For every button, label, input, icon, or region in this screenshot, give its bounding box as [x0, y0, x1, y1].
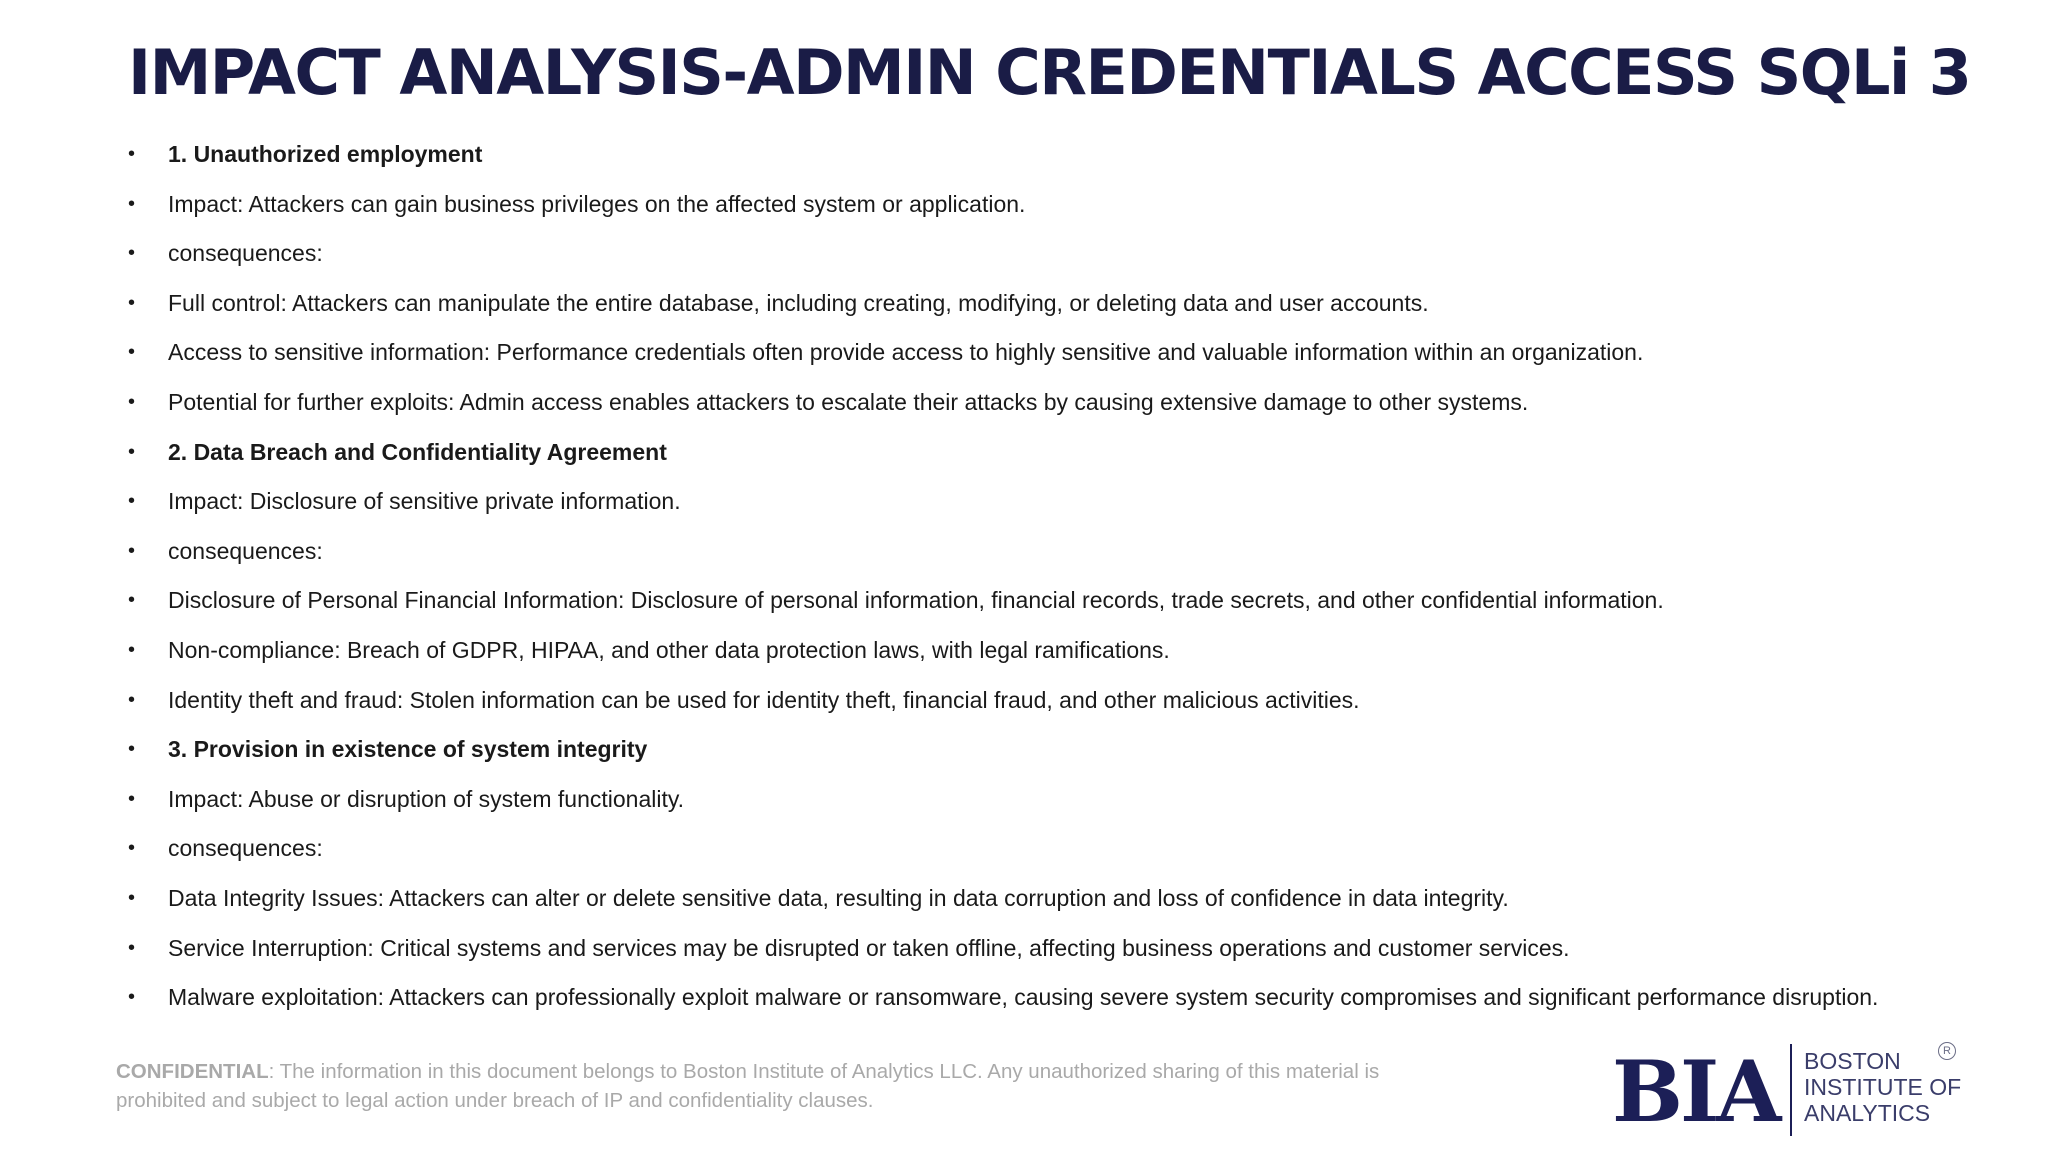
logo-line-institute: INSTITUTE OF [1804, 1074, 1962, 1100]
bullet-dot-icon: • [128, 291, 136, 314]
section-heading-bullet [128, 432, 1878, 482]
logo-line-analytics: ANALYTICS [1804, 1100, 1931, 1126]
bullet-text: Malware exploitation: Attackers can professionally exploit malware or ransomware, causing severe system security compromises and significant performance disruption. [168, 984, 1879, 1011]
bullet-text: 2. Data Breach and Confidentiality Agreement [168, 438, 667, 465]
bullet-text: consequences: [168, 240, 323, 267]
bullet-text: consequences: [168, 537, 323, 564]
bullet-dot-icon: • [128, 192, 136, 215]
bullet-text: Identity theft and fraud: Stolen information can be used for identity theft, financial fraud, and other malicious activities. [168, 686, 1360, 713]
bullet-dot-icon: • [128, 390, 136, 413]
bullet-item [128, 332, 1878, 382]
logo-name [1804, 1048, 1961, 1126]
section-heading-bullet [128, 729, 1878, 779]
bullet-text: Non-compliance: Breach of GDPR, HIPAA, and other data protection laws, with legal ramifications. [168, 636, 1170, 663]
bullet-item [128, 928, 1878, 978]
bullet-dot-icon: • [128, 589, 136, 612]
slide-title: IMPACT ANALYSIS-ADMIN CREDENTIALS ACCESS SQLi 3 [128, 36, 1971, 109]
bullet-dot-icon: • [128, 440, 136, 463]
bullet-item [128, 382, 1878, 432]
bia-logo [1612, 1040, 1962, 1140]
bullet-item [128, 481, 1878, 531]
bullet-text: Data Integrity Issues: Attackers can alter or delete sensitive data, resulting in data corruption and loss of confidence in data integrity. [168, 884, 1509, 911]
bullet-item [128, 779, 1878, 829]
registered-mark-icon: R [1938, 1042, 1956, 1060]
bullet-dot-icon: • [128, 341, 136, 364]
bullet-item [128, 283, 1878, 333]
bullet-item [128, 878, 1878, 928]
bullet-list [128, 134, 1878, 1027]
bullet-text: 1. Unauthorized employment [168, 141, 483, 167]
bullet-text: Impact: Abuse or disruption of system functionality. [168, 785, 685, 812]
bullet-dot-icon: • [128, 886, 136, 909]
logo-divider [1790, 1044, 1792, 1136]
bullet-dot-icon: • [128, 936, 136, 959]
confidential-text: : The information in this document belongs to Boston Institute of Analytics LLC. Any unauthorized sharing of this material is prohibited and subject to legal action under breach of IP and confidentiality clauses. [116, 1060, 1380, 1112]
bullet-text: Potential for further exploits: Admin access enables attackers to escalate their attacks by causing extensive damage to other systems. [168, 388, 1529, 415]
bullet-item [128, 184, 1878, 234]
bullet-dot-icon: • [128, 787, 136, 810]
bullet-dot-icon: • [128, 688, 136, 711]
bullet-item [128, 630, 1878, 680]
bullet-text: Impact: Disclosure of sensitive private information. [168, 488, 681, 515]
section-heading-bullet [128, 134, 1878, 184]
bullet-item [128, 977, 1878, 1027]
logo-line-boston: BOSTON [1804, 1048, 1901, 1074]
bullet-dot-icon: • [128, 738, 136, 761]
bullet-item [128, 580, 1878, 630]
logo-mark: BIA [1612, 1042, 1779, 1141]
bullet-text: 3. Provision in existence of system integrity [168, 736, 648, 763]
bullet-text: Service Interruption: Critical systems and services may be disrupted or taken offline, affecting business operations and customer services. [168, 934, 1570, 961]
bullet-dot-icon: • [128, 638, 136, 661]
bullet-dot-icon: • [128, 539, 136, 562]
confidential-label: CONFIDENTIAL [116, 1060, 269, 1083]
bullet-item [128, 531, 1878, 581]
bullet-text: Impact: Attackers can gain business privileges on the affected system or application. [168, 190, 1026, 217]
confidentiality-notice [116, 1057, 1416, 1115]
bullet-dot-icon: • [128, 143, 136, 165]
bullet-text: consequences: [168, 835, 323, 862]
bullet-text: Disclosure of Personal Financial Information: Disclosure of personal information, financial records, trade secrets, and other confidential information. [168, 587, 1664, 614]
bullet-dot-icon: • [128, 242, 136, 265]
bullet-dot-icon: • [128, 986, 136, 1009]
bullet-dot-icon: • [128, 837, 136, 860]
bullet-text: Full control: Attackers can manipulate the entire database, including creating, modifying, or deleting data and user accounts. [168, 289, 1429, 316]
bullet-dot-icon: • [128, 490, 136, 513]
bullet-text: Access to sensitive information: Performance credentials often provide access to highly sensitive and valuable information within an organization. [168, 339, 1644, 366]
bullet-item [128, 680, 1878, 730]
bullet-item [128, 828, 1878, 878]
bullet-item [128, 233, 1878, 283]
